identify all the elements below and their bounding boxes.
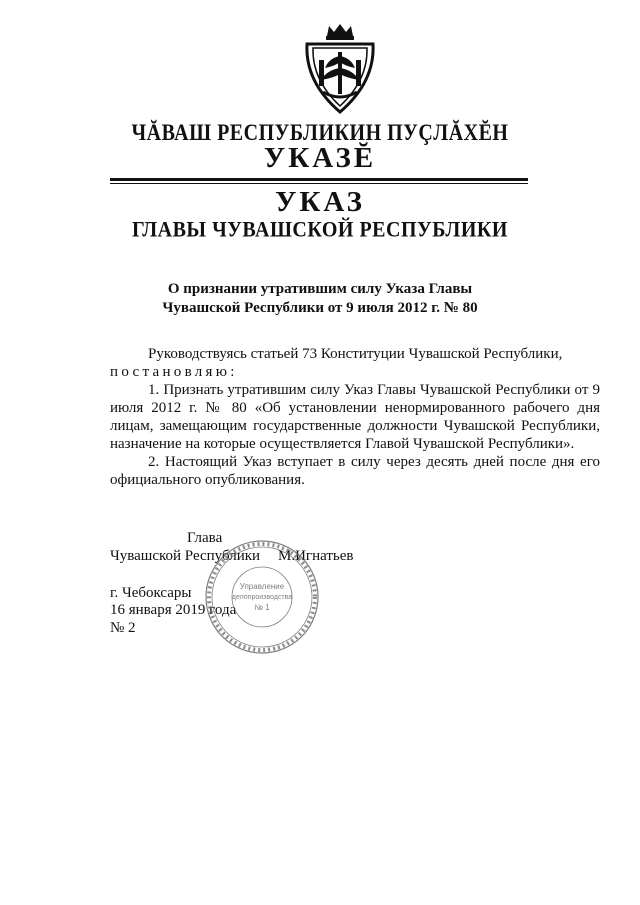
header-russian-title: ГЛАВЫ ЧУВАШСКОЙ РЕСПУБЛИКИ bbox=[132, 217, 508, 243]
signature-title: Глава bbox=[187, 530, 223, 546]
coat-of-arms-icon bbox=[299, 22, 381, 116]
stamp-line-2: делопроизводства bbox=[231, 594, 293, 601]
header-chuvash-decree: УКАЗĔ bbox=[263, 142, 377, 174]
document-subject bbox=[0, 280, 640, 318]
signature-organization: Чувашской Республики bbox=[110, 548, 261, 564]
document-number: № 2 bbox=[110, 620, 136, 636]
document-body bbox=[110, 345, 600, 489]
header-rule-thin bbox=[110, 183, 528, 184]
body-item-1: 1. Признать утратившим силу Указ Главы Чувашской Республики от 9 июля 2012 г. № 80 «Об установлении ненормированного рабочего дня лицам, замещающим государственные должности Чувашской Республики, назначение на которые осуществляется Главой Чувашской Республики». bbox=[110, 382, 600, 452]
signature-name: М.Игнатьев bbox=[278, 548, 354, 564]
official-stamp-icon bbox=[202, 537, 322, 657]
body-intro: Руководствуясь статьей 73 Конституции Чувашской Республики, bbox=[148, 346, 563, 362]
stamp-line-1: Управление bbox=[239, 582, 285, 591]
document-place: г. Чебоксары bbox=[110, 585, 192, 601]
header-rule-thick bbox=[110, 178, 528, 181]
body-decree-word: постановляю: bbox=[110, 364, 238, 380]
subject-line-2: Чувашской Республики от 9 июля 2012 г. № 80 bbox=[162, 300, 478, 316]
header-russian-decree: УКАЗ bbox=[275, 186, 365, 218]
body-item-2: 2. Настоящий Указ вступает в силу через десять дней после дня его официального опубликования. bbox=[110, 454, 600, 488]
stamp-line-3: № 1 bbox=[254, 603, 270, 612]
header-chuvash-title: ЧĂВАШ РЕСПУБЛИКИН ПУÇЛĂХĔН bbox=[131, 120, 509, 146]
subject-line-1: О признании утратившим силу Указа Главы bbox=[167, 281, 473, 297]
document-date: 16 января 2019 года bbox=[110, 602, 237, 618]
